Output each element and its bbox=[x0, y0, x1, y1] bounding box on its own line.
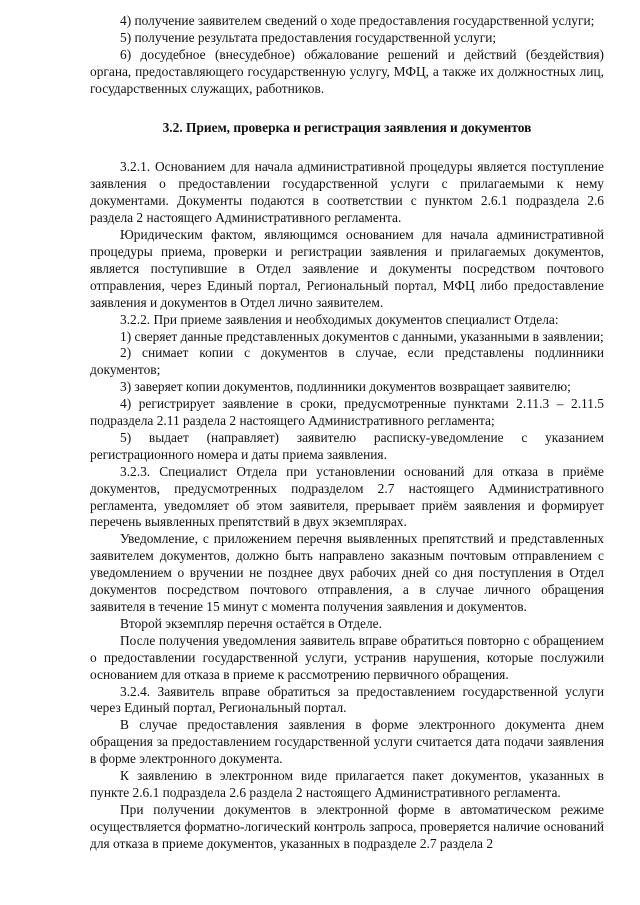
paragraph: При получении документов в электронной форме в автоматическом режиме осуществляется форматно-логический контроль запроса, проверяется наличие оснований для отказа в приеме документов, указанных в подразделе 2.7 раздела 2 bbox=[90, 801, 604, 851]
paragraph: В случае предоставления заявления в форме электронного документа днем обращения за предоставлением государственной услуги считается дата подачи заявления в форме электронного документа. bbox=[90, 717, 604, 767]
list-item: 5) выдает (направляет) заявителю расписку-уведомление с указанием регистрационного номера и даты приема заявления. bbox=[90, 429, 604, 462]
intro-item: 6) досудебное (внесудебное) обжалование решений и действий (бездействия) органа, предоставляющего государственную услугу, МФЦ, а также их должностных лиц, государственных служащих, работников. bbox=[90, 46, 604, 96]
paragraph: 3.2.3. Специалист Отдела при установлении оснований для отказа в приёме документов, предусмотренных подразделом 2.7 настоящего Административного регламента, уведомляет об этом заявителя, прерывает приём заявления и формирует перечень выявленных препятствий в двух экземплярах. bbox=[90, 463, 604, 530]
section-title: 3.2. Прием, проверка и регистрация заявления и документов bbox=[162, 119, 532, 135]
paragraph: 3.2.4. Заявитель вправе обратиться за предоставлением государственной услуги через Единый портал, Региональный портал. bbox=[90, 683, 604, 716]
paragraph: Уведомление, с приложением перечня выявленных препятствий и представленных заявителем документов, должно быть направлено заказным почтовым отправлением с уведомлением о вручении не позднее двух рабочих дней со дня поступления в Отдел документов посредством почтового отправления, а в случае личного обращения заявителя в течение 15 минут с момента получения заявления и документов. bbox=[90, 531, 604, 614]
paragraph: Юридическим фактом, являющимся основанием для начала административной процедуры приема, проверки и регистрации заявления и прилагаемых документов, является поступившие в Отдел заявление и документы посредством почтового отправления, через Единый портал, Региональный портал, МФЦ либо предоставление заявления и документов в Отдел лично заявителем. bbox=[90, 227, 604, 310]
list-item: 1) сверяет данные представленных документов с данными, указанными в заявлении; bbox=[120, 328, 604, 344]
intro-item: 5) получение результата предоставления государственной услуги; bbox=[120, 29, 497, 45]
paragraph: 3.2.1. Основанием для начала административной процедуры является поступление заявления о предоставлении государственной услуги с прилагаемыми к нему документами. Документы подаются в соответствии с пунктом 2.6.1 подраздела 2.6 раздела 2 настоящего Административного регламента. bbox=[90, 159, 604, 226]
paragraph: К заявлению в электронном виде прилагается пакет документов, указанных в пункте 2.6.1 подраздела 2.6 раздела 2 настоящего Административного регламента. bbox=[90, 768, 604, 800]
intro-item: 4) получение заявителем сведений о ходе предоставления государственной услуги; bbox=[120, 13, 595, 28]
paragraph: Второй экземпляр перечня остаётся в Отделе. bbox=[120, 615, 382, 631]
list-item: 3) заверяет копии документов, подлинники документов возвращает заявителю; bbox=[120, 379, 571, 395]
paragraph: После получения уведомления заявитель вправе обратиться повторно с обращением о предоставлении государственной услуги, устранив нарушения, которые послужили основанием для отказа в приеме к рассмотрению первичного обращения. bbox=[90, 632, 604, 682]
paragraph: 3.2.2. При приеме заявления и необходимых документов специалист Отдела: bbox=[120, 311, 559, 327]
list-item: 4) регистрирует заявление в сроки, предусмотренные пунктами 2.11.3 – 2.11.5 подраздела 2.11 раздела 2 настоящего Административного регламента; bbox=[90, 396, 604, 429]
list-item: 2) снимает копии с документов в случае, если представлены подлинники документов; bbox=[90, 345, 604, 378]
